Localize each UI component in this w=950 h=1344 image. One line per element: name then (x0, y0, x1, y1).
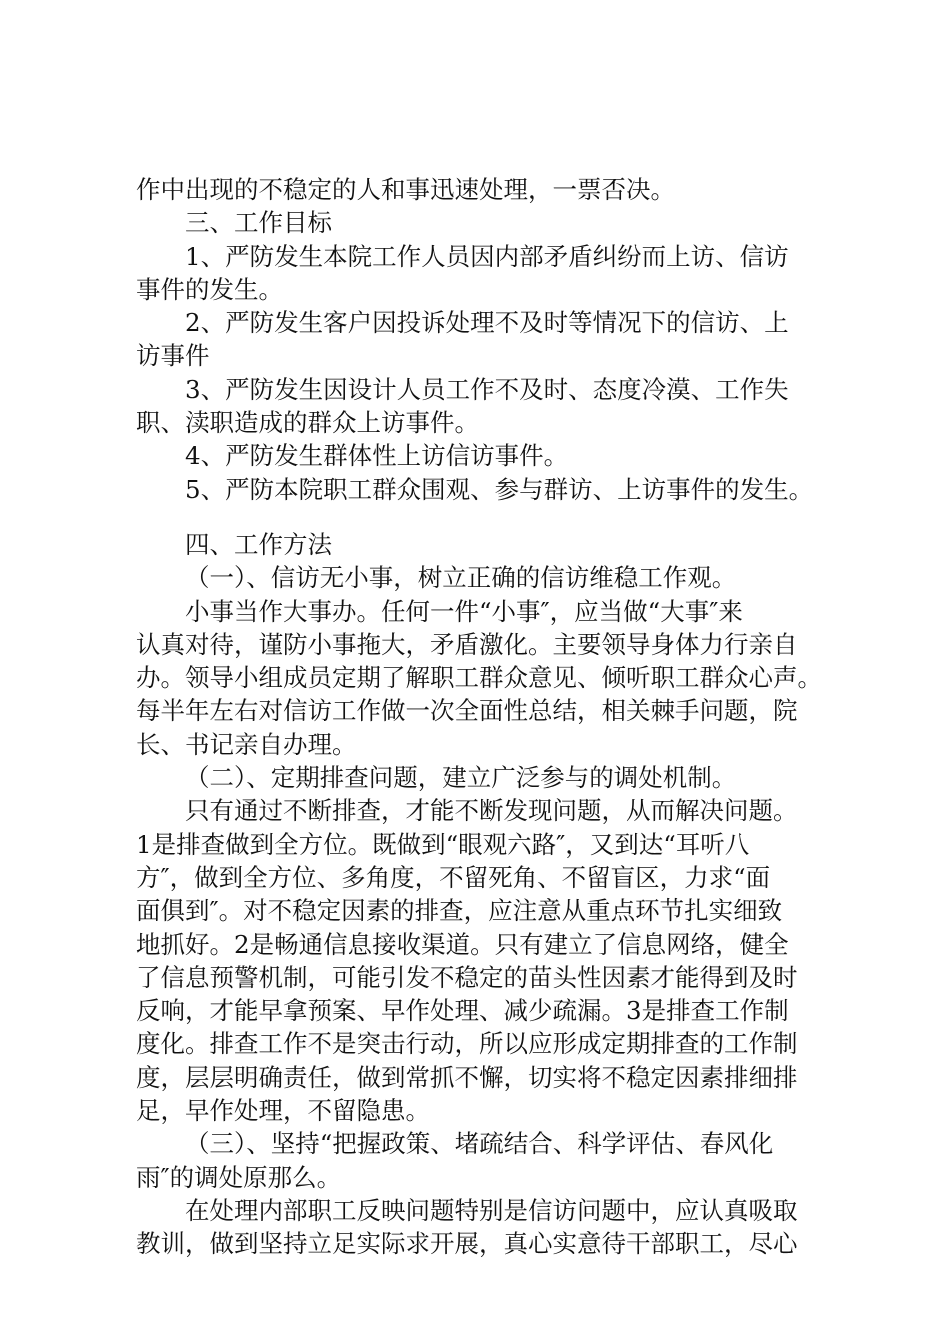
document-line: 3、严防发生因设计人员工作不及时、态度冷漠、工作失 (185, 374, 789, 404)
document-line: 四、工作方法 (185, 529, 332, 559)
document-line: 1是排查做到全方位。既做到“眼观六路″，又到达“耳听八 (136, 829, 750, 859)
document-line: 面俱到″。对不稳定因素的排查，应注意从重点环节扎实细致 (136, 896, 783, 926)
document-line: 足，早作处理，不留隐患。 (136, 1096, 430, 1126)
document-line: 度化。排查工作不是突击行动，所以应形成定期排查的工作制 (136, 1029, 798, 1059)
document-line: 只有通过不断排查，才能不断发现问题，从而解决问题。 (185, 796, 798, 826)
document-line: （一）、信访无小事，树立正确的信访维稳工作观。 (185, 563, 737, 593)
document-line: 办。领导小组成员定期了解职工群众意见、倾听职工群众心声。 (136, 663, 822, 693)
document-line: 事件的发生。 (136, 274, 283, 304)
document-line: 每半年左右对信访工作做一次全面性总结，相关棘手问题，院 (136, 696, 798, 726)
document-line: 小事当作大事办。任何一件“小事″，应当做“大事″来 (185, 596, 743, 626)
document-line: 职、渎职造成的群众上访事件。 (136, 408, 479, 438)
document-line: 反响，才能早拿预案、早作处理、减少疏漏。3是排查工作制 (136, 996, 789, 1026)
document-line: （二）、定期排查问题，建立广泛参与的调处机制。 (185, 763, 737, 793)
document-line: 1、严防发生本院工作人员因内部矛盾纠纷而上访、信访 (185, 241, 789, 271)
document-line: 雨″的调处原那么。 (136, 1162, 342, 1192)
document-line: 在处理内部职工反映问题特别是信访问题中，应认真吸取 (185, 1195, 798, 1225)
document-line: 教训，做到坚持立足实际求开展，真心实意待干部职工，尽心 (136, 1229, 798, 1259)
document-line: 4、严防发生群体性上访信访事件。 (185, 441, 569, 471)
document-line: 作中出现的不稳定的人和事迅速处理，一票否决。 (136, 175, 675, 204)
document-line: （三）、坚持“把握政策、堵疏结合、科学评估、春风化 (185, 1129, 774, 1159)
document-line: 地抓好。2是畅通信息接收渠道。只有建立了信息网络，健全 (136, 929, 789, 959)
document-line: 认真对待，谨防小事拖大，矛盾激化。主要领导身体力行亲自 (136, 629, 798, 659)
document-line: 方″，做到全方位、多角度，不留死角、不留盲区，力求“面 (136, 862, 771, 892)
document-line: 度，层层明确责任，做到常抓不懈，切实将不稳定因素排细排 (136, 1062, 798, 1092)
document-line: 5、严防本院职工群众围观、参与群访、上访事件的发生。 (185, 474, 814, 504)
document-body (136, 173, 826, 1261)
document-line: 2、严防发生客户因投诉处理不及时等情况下的信访、上 (185, 308, 789, 338)
paragraph-gap (136, 506, 826, 528)
document-line: 长、书记亲自办理。 (136, 729, 357, 759)
document-line: 了信息预警机制，可能引发不稳定的苗头性因素才能得到及时 (136, 962, 798, 992)
document-line: 访事件 (136, 341, 210, 371)
document-line: 三、工作目标 (185, 208, 332, 238)
